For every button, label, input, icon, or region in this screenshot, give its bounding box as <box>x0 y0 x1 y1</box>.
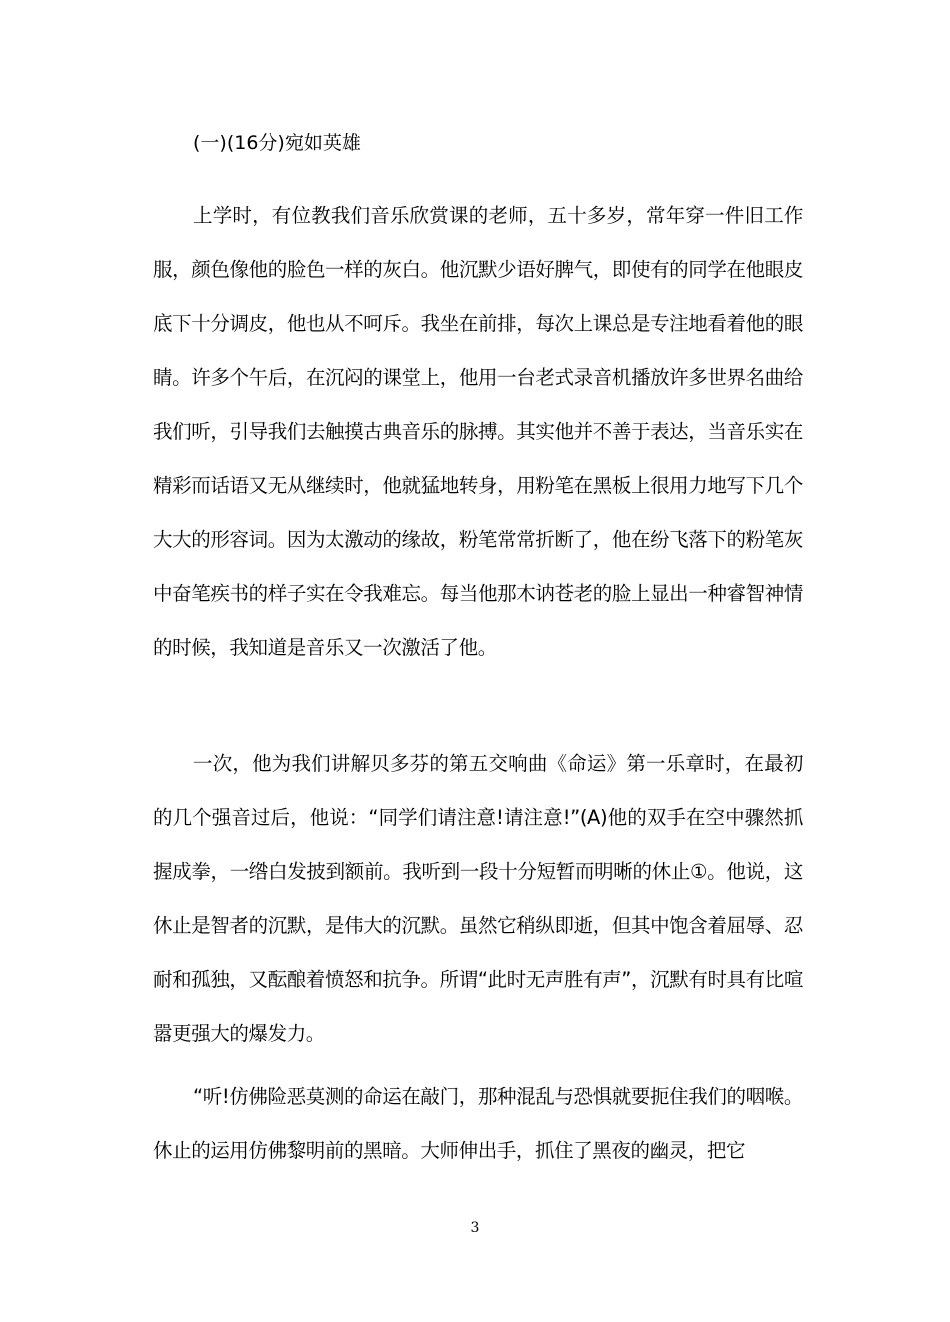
paragraph-2: 一次，他为我们讲解贝多芬的第五交响曲《命运》第一乐章时，在最初的几个强音过后，他说：“同学们请注意!请注意!”(A)他的双手在空中骤然抓握成拳，一绺白发披到额前。我听到一段十分短暂而明晰的休止①。他说，这休止是智者的沉默，是伟大的沉默。虽然它稍纵即逝，但其中饱含着屈辱、忍耐和孤独，又酝酿着愤怒和抗争。所谓“此时无声胜有声”，沉默有时具有比喧嚣更强大的爆发力。 <box>153 752 803 1045</box>
page-number: 3 <box>470 1220 480 1236</box>
paragraph-1: 上学时，有位教我们音乐欣赏课的老师，五十多岁，常年穿一件旧工作服，颜色像他的脸色一样的灰白。他沉默少语好脾气，即使有的同学在他眼皮底下十分调皮，他也从不呵斥。我坐在前排，每次上课总是专注地看着他的眼睛。许多个午后，在沉闷的课堂上，他用一台老式录音机播放许多世界名曲给我们听，引导我们去触摸古典音乐的脉搏。其实他并不善于表达，当音乐实在精彩而话语又无从继续时，他就猛地转身，用粉笔在黑板上很用力地写下几个大大的形容词。因为太激动的缘故，粉笔常常折断了，他在纷飞落下的粉笔灰中奋笔疾书的样子实在令我难忘。每当他那木讷苍老的脸上显出一种睿智神情的时候，我知道是音乐又一次激活了他。 <box>153 204 803 659</box>
section-heading: (一)(16分)宛如英雄 <box>193 132 361 154</box>
paragraph-3: “听!仿佛险恶莫测的命运在敲门，那种混乱与恐惧就要扼住我们的咽喉。休止的运用仿佛黎明前的黑暗。大师伸出手，抓住了黑夜的幽灵，把它 <box>153 1085 803 1162</box>
